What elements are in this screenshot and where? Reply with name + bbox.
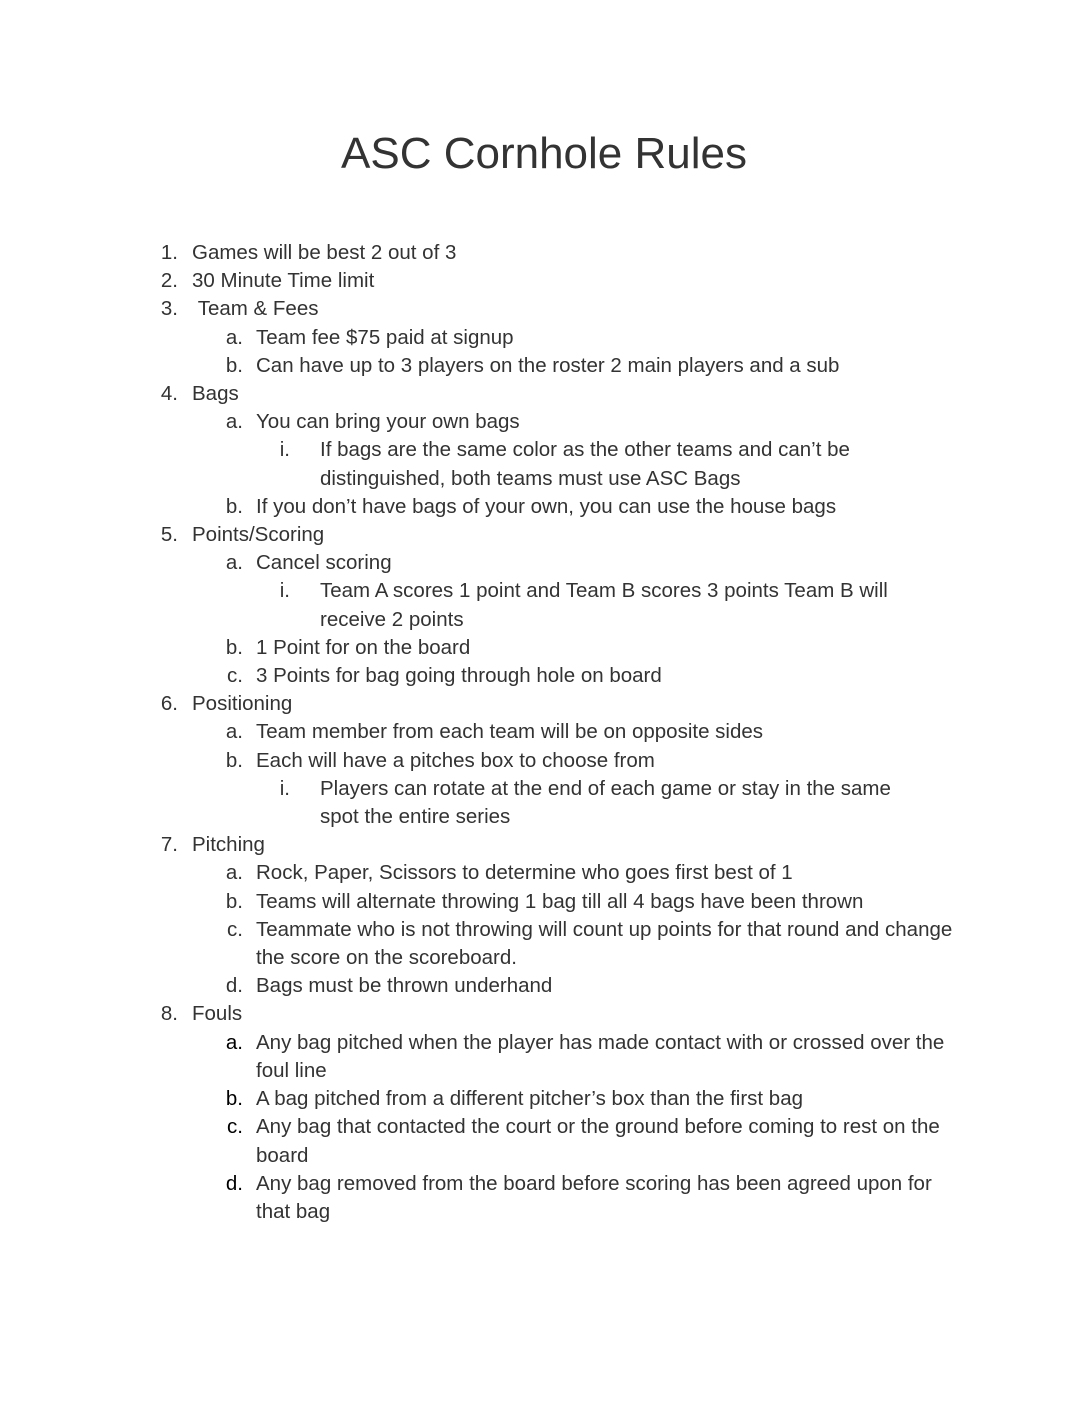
rule-subitem [0,408,968,436]
list-marker: a. [225,1030,243,1054]
rule-text: Positioning [192,692,293,716]
rule-item [0,1000,1088,1028]
rule-text: Teams will alternate throwing 1 bag till all 4 bags have been thrown [256,889,864,913]
rule-text: Cancel scoring [256,551,392,575]
rule-subitem [0,888,968,916]
list-marker: a. [225,861,243,885]
rule-subitem [0,718,968,746]
rule-subitem [0,859,968,887]
rule-text: Team member from each team will be on opposite sides [256,720,764,744]
list-marker: b. [225,889,243,913]
rule-text: Team A scores 1 point and Team B scores 3 points Team B will receive 2 points [320,579,894,631]
rule-text: Team fee $75 paid at signup [256,325,514,349]
list-marker: 2. [160,269,178,293]
list-marker: d. [225,1171,243,1195]
list-marker: b. [225,748,243,772]
rule-text: Each will have a pitches box to choose from [256,748,655,772]
rule-subitem [0,549,968,577]
rule-item [0,295,1088,323]
rule-text: A bag pitched from a different pitcher’s box than the first bag [256,1087,804,1111]
page-title: ASC Cornhole Rules [341,129,747,178]
rule-subitem [0,634,968,662]
rule-text: Any bag that contacted the court or the ground before coming to rest on the board [256,1115,946,1167]
rule-text: Points/Scoring [192,523,325,547]
list-marker: i. [279,579,290,603]
rule-subitem [0,972,968,1000]
rule-subitem [0,324,968,352]
list-marker: 5. [160,523,178,547]
rule-item [0,267,1088,295]
rule-text: You can bring your own bags [256,410,520,434]
rule-subitem [0,916,968,972]
list-marker: i. [279,438,290,462]
rule-text: 3 Points for bag going through hole on board [256,664,662,688]
rule-subitem [0,1113,968,1169]
rule-text: Bags [192,382,239,406]
rule-item [0,239,1088,267]
rule-text: Pitching [192,833,265,857]
rule-subitem [0,747,968,775]
rule-subitem [0,662,968,690]
list-marker: c. [227,1115,243,1139]
list-marker: a. [225,551,243,575]
rule-text: Any bag pitched when the player has made contact with or crossed over the foul line [256,1030,950,1082]
list-marker: c. [227,664,243,688]
rule-subitem [0,493,968,521]
rule-text: Rock, Paper, Scissors to determine who goes first best of 1 [256,861,793,885]
list-marker: 7. [160,833,178,857]
rule-text: Can have up to 3 players on the roster 2 main players and a sub [256,353,840,377]
list-marker: a. [225,410,243,434]
rule-subitem [0,1170,968,1226]
list-marker: 4. [160,382,178,406]
rule-subitem [0,1085,968,1113]
rule-text: If you don’t have bags of your own, you can use the house bags [256,494,837,518]
rule-item [0,380,1088,408]
list-marker: b. [225,1087,243,1111]
list-marker: b. [225,635,243,659]
rule-item [0,690,1088,718]
rule-item [0,831,1088,859]
list-marker: i. [279,776,290,800]
rule-text: Fouls [192,1002,243,1026]
list-marker: b. [225,494,243,518]
rule-text: Any bag removed from the board before scoring has been agreed upon for that bag [256,1171,938,1223]
rule-text: 1 Point for on the board [256,635,471,659]
list-marker: 6. [160,692,178,716]
rule-detail [0,577,920,633]
rules-list [0,239,1088,1226]
rule-item [0,521,1088,549]
rule-detail [0,775,920,831]
rule-text: If bags are the same color as the other teams and can’t be distinguished, both teams must use ASC Bags [320,438,856,490]
list-marker: 8. [160,1002,178,1026]
list-marker: a. [225,325,243,349]
rule-text: Team & Fees [192,297,319,321]
rule-subitem [0,352,968,380]
list-marker: 1. [160,241,178,264]
list-marker: d. [225,974,243,998]
list-marker: a. [225,720,243,744]
list-marker: 3. [160,297,178,321]
rule-subitem [0,1029,968,1085]
list-marker: b. [225,353,243,377]
rule-text: Bags must be thrown underhand [256,974,553,998]
rule-text: Players can rotate at the end of each game or stay in the same spot the entire series [320,776,897,829]
rule-text: 30 Minute Time limit [192,269,375,293]
list-marker: c. [227,917,243,941]
rule-detail [0,436,920,492]
rule-text: Teammate who is not throwing will count up points for that round and change the score on the scoreboard. [256,917,958,970]
rule-text: Games will be best 2 out of 3 [192,241,457,264]
